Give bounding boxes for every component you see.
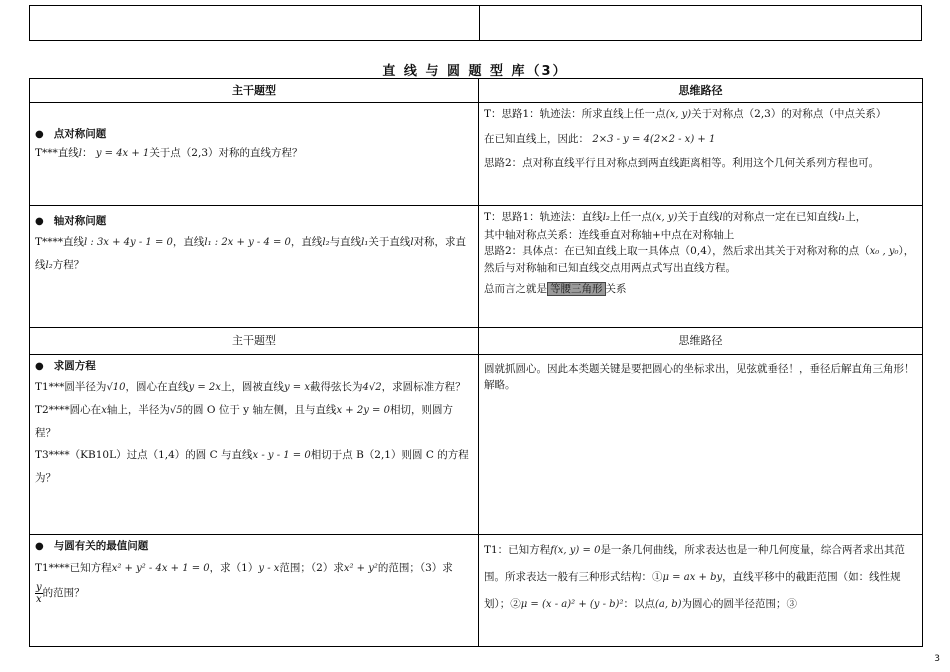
header-row-2 xyxy=(30,328,923,355)
fraction-y-over-x: $\frac{y}{x}$ xyxy=(36,581,42,605)
row-circle-equation xyxy=(30,355,923,535)
row-axis-symmetry xyxy=(30,206,923,328)
section-heading: ● 求圆方程 xyxy=(35,357,473,376)
question-cell xyxy=(30,535,479,647)
answer-cell xyxy=(479,355,923,535)
answer-line-2: 其中轴对称点关系：连线垂直对称轴+中点在对称轴上 xyxy=(484,229,735,241)
section-heading: ● 轴对称问题 xyxy=(35,212,473,231)
section-heading: ● 点对称问题 xyxy=(35,125,473,144)
row-point-symmetry xyxy=(30,103,923,206)
row-circle-extremum xyxy=(30,535,923,647)
page-title: 直 线 与 圆 题 型 库（3） xyxy=(382,64,568,79)
answer-line-3: 思路2：点对称直线平行且对称点到两直线距离相等。利用这个几何关系列方程也可。 xyxy=(484,157,880,169)
answer-cell xyxy=(479,206,923,328)
question-text: T1****已知方程x² + y² - 4x + 1 = 0，求（1）y - x范围；（2）求x² + y²的范围；（3）求 $\frac{y}{x}$ 的范围？ xyxy=(35,562,453,605)
question-cell xyxy=(30,206,479,328)
question-3: T3****（KB10L）过点（1,4）的圆 C 与直线x - y - 1 = 0相切于点 B（2,1）则圆 C 的方程为？ xyxy=(35,449,469,484)
top-table-fragment xyxy=(29,5,922,41)
header-left: 主干题型 xyxy=(30,79,479,103)
question-cell xyxy=(30,103,479,206)
question-cell xyxy=(30,355,479,535)
header-row-1 xyxy=(30,79,923,103)
question-text: T****直线l : 3x + 4y - 1 = 0，直线l₁ : 2x + y - 4 = 0，直线l₂与直线l₁关于直线l对称，求直线l₂方程？ xyxy=(35,236,467,271)
page-number: 3 xyxy=(934,654,940,664)
question-2: T2****圆心在x轴上，半径为√5的圆 O 位于 y 轴左侧，且与直线x + 2y = 0相切，则圆方程？ xyxy=(35,404,453,439)
top-table-divider xyxy=(479,6,480,40)
question-text: T***直线l： y = 4x + 1关于点（2,3）对称的直线方程？ xyxy=(35,147,303,159)
header-right: 思维路径 xyxy=(479,79,923,103)
question-table xyxy=(29,78,923,647)
answer-line-3: 思路2：具体点：在已知直线上取一具体点（0,4），然后求出其关于对称对称的点（x₀ , y₀），然后与对称轴和已知直线交点用两点式写出直线方程。 xyxy=(484,245,915,274)
answer-cell xyxy=(479,103,923,206)
answer-text: T1：已知方程f(x, y) = 0是一条几何曲线，所求表达也是一种几何度量，综合两者求出其范围。所求表达一般有三种形式结构：①μ = ax + by，直线平移中的截距范围（如：线性规划）；②μ = (x - a)² + (y - b)²：以点(a, b)为圆心的圆半径范围；③ xyxy=(484,544,905,610)
answer-line-4: 总而言之就是 等腰三角形 关系 xyxy=(484,283,627,295)
question-1: T1***圆半径为√10，圆心在直线y = 2x上，圆被直线y = x截得弦长为4√2，求圆标准方程？ xyxy=(35,381,466,393)
header-right: 思维路径 xyxy=(479,328,923,355)
answer-line-1: T：思路1：轨迹法：所求直线上任一点(x, y)关于对称点（2,3）的对称点（中点关系） xyxy=(484,108,887,120)
answer-line-1: T：思路1：轨迹法：直线l₂上任一点(x, y)关于直线l的对称点一定在已知直线l₁上， xyxy=(484,211,867,223)
answer-line-1: 圆就抓圆心。因此本类题关键是要把圆心的坐标求出，见弦就垂径！，垂径后解直角三角形！ xyxy=(484,363,915,375)
highlighted-term: 等腰三角形 xyxy=(547,282,606,296)
answer-line-2: 在已知直线上，因此： 2×3 - y = 4(2×2 - x) + 1 xyxy=(484,133,716,145)
section-heading: ● 与圆有关的最值问题 xyxy=(35,537,473,556)
header-left: 主干题型 xyxy=(30,328,479,355)
answer-line-2: 解略。 xyxy=(484,379,516,391)
answer-cell xyxy=(479,535,923,647)
